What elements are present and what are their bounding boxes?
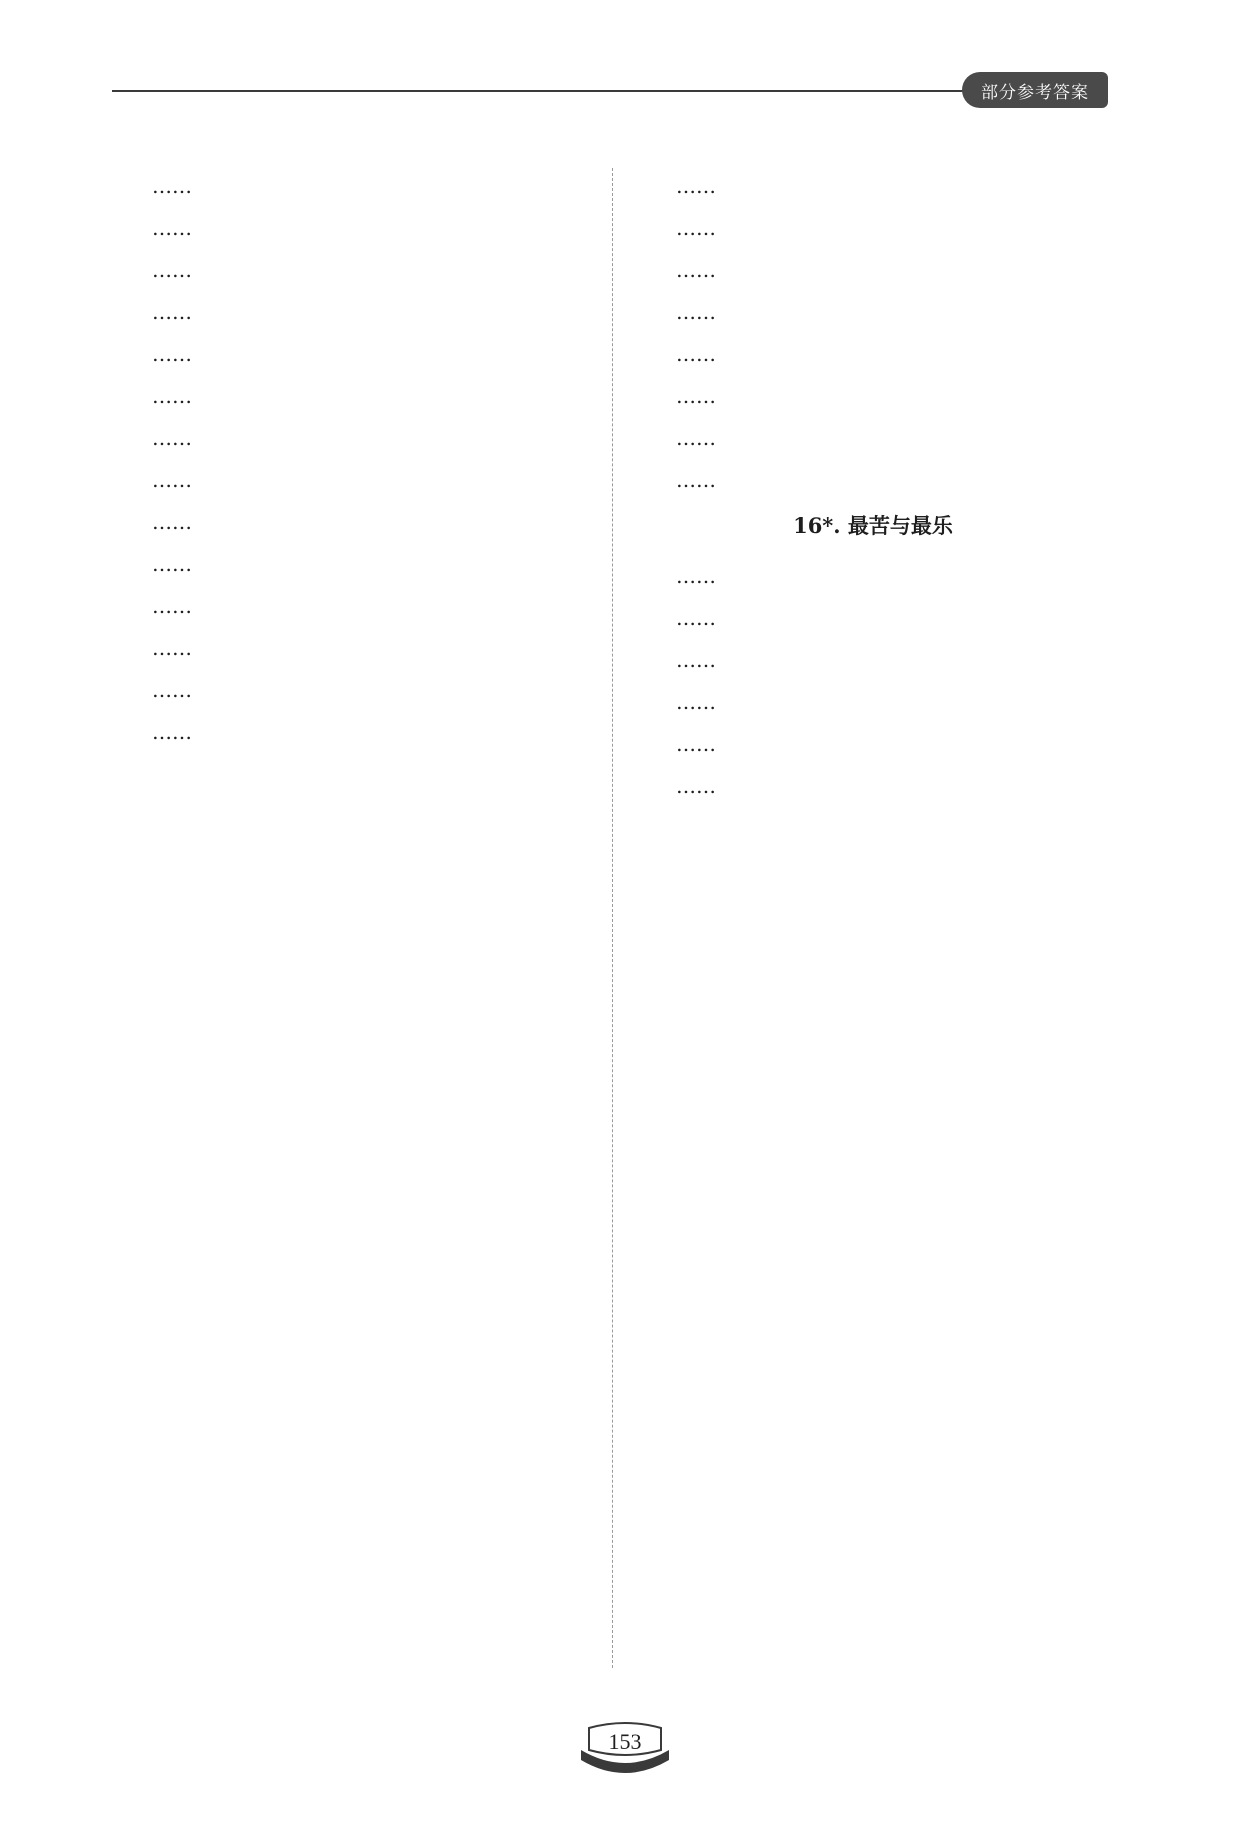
paragraph: …… <box>676 606 716 630</box>
paragraph: …… <box>676 174 716 198</box>
right-column <box>636 168 1110 1668</box>
paragraph: …… <box>152 552 192 576</box>
paragraph: …… <box>152 342 192 366</box>
paragraph: …… <box>152 258 192 282</box>
paragraph: …… <box>676 258 716 282</box>
paragraph: …… <box>676 564 716 588</box>
left-column <box>112 168 586 1668</box>
paragraph: …… <box>152 216 192 240</box>
paragraph: …… <box>676 426 716 450</box>
paragraph: …… <box>152 426 192 450</box>
paragraph: …… <box>676 384 716 408</box>
paragraph: …… <box>676 774 716 798</box>
paragraph: …… <box>152 300 192 324</box>
page-number: 153 <box>608 1729 642 1754</box>
paragraph: …… <box>152 510 192 534</box>
paragraph: …… <box>676 690 716 714</box>
paragraph: …… <box>152 594 192 618</box>
paragraph: …… <box>676 648 716 672</box>
paragraph: …… <box>676 216 716 240</box>
paragraph: …… <box>152 384 192 408</box>
paragraph: …… <box>152 468 192 492</box>
section-title: 16*. 最苦与最乐 <box>793 513 953 538</box>
paragraph: …… <box>676 300 716 324</box>
paragraph: …… <box>676 732 716 756</box>
paragraph: …… <box>152 174 192 198</box>
paragraph: …… <box>152 720 192 744</box>
paragraph: …… <box>676 468 716 492</box>
paragraph: …… <box>152 678 192 702</box>
paragraph: …… <box>152 636 192 660</box>
header-section-tag: 部分参考答案 <box>962 72 1108 108</box>
paragraph: …… <box>676 342 716 366</box>
header-rule <box>112 90 964 92</box>
column-divider <box>612 168 613 1668</box>
